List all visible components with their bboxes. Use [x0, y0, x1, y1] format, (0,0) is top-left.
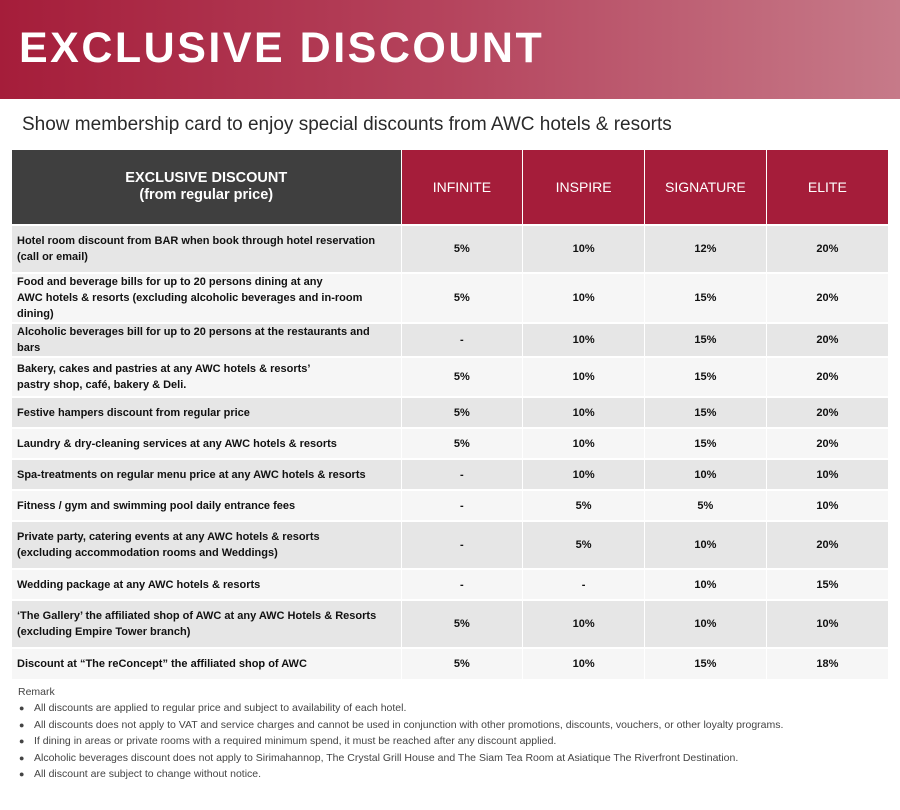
page-subtitle: Show membership card to enjoy special discounts from AWC hotels & resorts — [22, 114, 672, 135]
tier-header-signature: SIGNATURE — [645, 150, 767, 225]
feature-text-line2: (call or email) — [17, 251, 88, 263]
feature-text: Discount at “The reConcept” the affiliated shop of AWC — [17, 658, 307, 670]
feature-text-line2: (excluding accommodation rooms and Weddings) — [17, 547, 278, 559]
discount-value-infinite: - — [401, 521, 523, 569]
feature-text: Alcoholic beverages bill for up to 20 persons at the restaurants and bars — [17, 326, 370, 354]
discount-value-signature: 15% — [645, 357, 767, 397]
feature-text: Bakery, cakes and pastries at any AWC hotels & resorts’ — [17, 363, 311, 375]
feature-text: Hotel room discount from BAR when book through hotel reservation — [17, 235, 376, 247]
feature-text: Fitness / gym and swimming pool daily entrance fees — [17, 499, 296, 512]
remarks-title: Remark — [18, 686, 55, 698]
discount-value-elite: 20% — [766, 273, 888, 323]
bullet-icon: ● — [19, 736, 25, 747]
feature-text-line2: AWC hotels & resorts (excluding alcoholic beverages and in-room dining) — [17, 292, 363, 320]
discount-value-elite: 20% — [766, 397, 888, 428]
discount-value-elite: 15% — [766, 569, 888, 600]
discount-value-inspire: 10% — [523, 428, 645, 459]
feature-cell — [12, 648, 401, 679]
discount-value-infinite: - — [401, 459, 523, 490]
discount-value-infinite: 5% — [401, 600, 523, 648]
table-row — [12, 273, 888, 323]
table-row — [12, 397, 888, 428]
table-row — [12, 428, 888, 459]
feature-text: Private party, catering events at any AWC hotels & resorts — [17, 531, 320, 543]
feature-cell — [12, 397, 401, 428]
table-body — [12, 225, 888, 679]
remark-text: All discount are subject to change without notice. — [34, 768, 262, 781]
table-row — [12, 600, 888, 648]
discount-value-infinite: 5% — [401, 648, 523, 679]
feature-cell — [12, 357, 401, 397]
bullet-icon: ● — [19, 719, 25, 730]
discount-value-infinite: 5% — [401, 397, 523, 428]
discount-value-elite: 10% — [766, 459, 888, 490]
discount-value-infinite: - — [401, 569, 523, 600]
discount-value-elite: 20% — [766, 225, 888, 273]
discount-value-inspire: 10% — [523, 600, 645, 648]
discount-value-infinite: - — [401, 323, 523, 357]
feature-cell — [12, 428, 401, 459]
bullet-icon: ● — [19, 769, 25, 780]
discount-value-elite: 20% — [766, 428, 888, 459]
feature-cell — [12, 225, 401, 273]
feature-cell — [12, 569, 401, 600]
discount-value-inspire: 5% — [523, 490, 645, 521]
tier-header-elite: ELITE — [766, 150, 888, 225]
table-row — [12, 490, 888, 521]
remarks-section — [18, 684, 888, 782]
discount-value-inspire: 10% — [523, 648, 645, 679]
banner-title: EXCLUSIVE DISCOUNT — [19, 24, 545, 72]
feature-text-line2: pastry shop, café, bakery & Deli. — [17, 379, 187, 391]
feature-text: ‘The Gallery’ the affiliated shop of AWC at any AWC Hotels & Resorts — [17, 610, 377, 622]
discount-value-infinite: 5% — [401, 273, 523, 323]
discount-value-inspire: 10% — [523, 397, 645, 428]
discount-value-signature: 15% — [645, 273, 767, 323]
table-row — [12, 459, 888, 490]
discount-value-elite: 10% — [766, 490, 888, 521]
remark-text: All discounts does not apply to VAT and service charges and cannot be used in conjunction with other promotions, discounts, vouchers, or other loyalty programs. — [34, 718, 784, 731]
discount-value-elite: 18% — [766, 648, 888, 679]
feature-text: Laundry & dry-cleaning services at any AWC hotels & resorts — [17, 437, 337, 450]
table-row — [12, 323, 888, 357]
feature-text: Food and beverage bills for up to 20 persons dining at any — [17, 276, 323, 288]
feature-text: Festive hampers discount from regular price — [17, 406, 250, 419]
feature-cell — [12, 273, 401, 323]
discount-value-inspire: - — [523, 569, 645, 600]
remarks-list — [18, 700, 888, 782]
discount-value-elite: 20% — [766, 323, 888, 357]
discount-value-infinite: 5% — [401, 357, 523, 397]
remark-text: All discounts are applied to regular price and subject to availability of each hotel. — [34, 702, 407, 715]
feature-cell — [12, 521, 401, 569]
feature-text: Wedding package at any AWC hotels & resorts — [17, 578, 261, 591]
discount-value-elite: 20% — [766, 357, 888, 397]
remark-item — [18, 766, 888, 782]
remark-text: If dining in areas or private rooms with a required minimum spend, it must be reached after any discount applied. — [34, 735, 557, 748]
feature-cell — [12, 459, 401, 490]
discount-value-signature: 5% — [645, 490, 767, 521]
feature-text: Spa-treatments on regular menu price at any AWC hotels & resorts — [17, 468, 366, 481]
discount-value-inspire: 10% — [523, 225, 645, 273]
header-banner — [0, 0, 900, 99]
discount-table — [12, 150, 888, 679]
discount-value-signature: 10% — [645, 600, 767, 648]
tier-header-inspire: INSPIRE — [523, 150, 645, 225]
feature-column-header — [12, 150, 401, 225]
table-row — [12, 225, 888, 273]
remark-item — [18, 717, 888, 733]
feature-cell — [12, 323, 401, 357]
discount-value-inspire: 10% — [523, 273, 645, 323]
tier-header-infinite: INFINITE — [401, 150, 523, 225]
discount-value-infinite: - — [401, 490, 523, 521]
discount-value-signature: 15% — [645, 648, 767, 679]
discount-value-infinite: 5% — [401, 225, 523, 273]
feature-header-subtitle: (from regular price) — [139, 187, 274, 203]
remark-item — [18, 750, 888, 766]
table-row — [12, 569, 888, 600]
bullet-icon: ● — [19, 703, 25, 714]
discount-value-signature: 15% — [645, 323, 767, 357]
discount-value-signature: 15% — [645, 397, 767, 428]
discount-value-infinite: 5% — [401, 428, 523, 459]
discount-value-elite: 20% — [766, 521, 888, 569]
discount-value-inspire: 10% — [523, 459, 645, 490]
discount-value-signature: 12% — [645, 225, 767, 273]
discount-value-elite: 10% — [766, 600, 888, 648]
bullet-icon: ● — [19, 752, 25, 763]
discount-value-signature: 15% — [645, 428, 767, 459]
feature-cell — [12, 600, 401, 648]
remark-item — [18, 700, 888, 716]
discount-value-inspire: 5% — [523, 521, 645, 569]
remark-item — [18, 733, 888, 749]
table-row — [12, 357, 888, 397]
remark-text: Alcoholic beverages discount does not apply to Sirimahannop, The Crystal Grill House and The Siam Tea Room at Asiatique The Riverfront Destination. — [34, 751, 739, 764]
feature-header-title: EXCLUSIVE DISCOUNT — [125, 170, 288, 186]
table-row — [12, 521, 888, 569]
table-row — [12, 648, 888, 679]
discount-value-signature: 10% — [645, 521, 767, 569]
discount-value-signature: 10% — [645, 459, 767, 490]
discount-value-inspire: 10% — [523, 323, 645, 357]
table-header-row — [12, 150, 888, 225]
feature-text-line2: (excluding Empire Tower branch) — [17, 626, 191, 638]
feature-cell — [12, 490, 401, 521]
discount-value-inspire: 10% — [523, 357, 645, 397]
discount-value-signature: 10% — [645, 569, 767, 600]
